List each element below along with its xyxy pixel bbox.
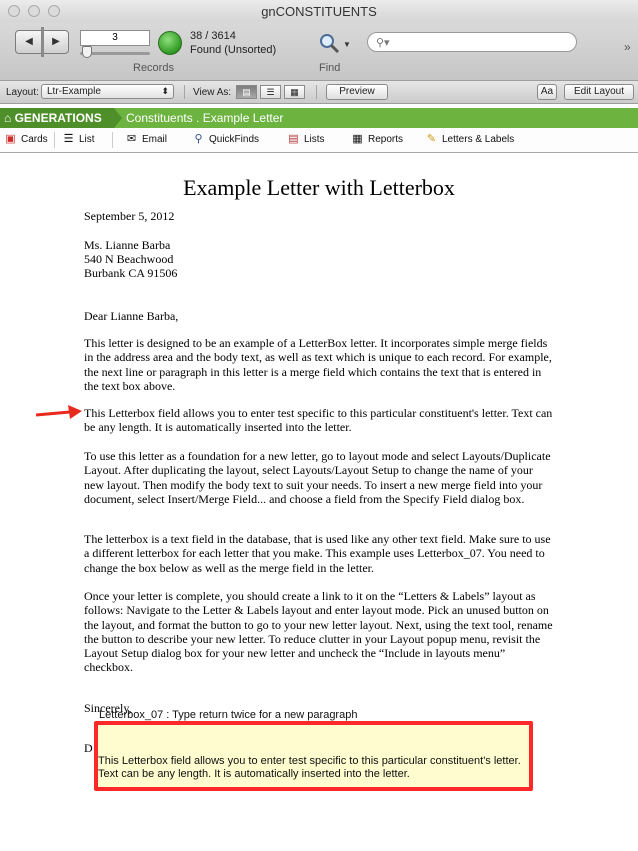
nav-cards[interactable] <box>4 133 48 147</box>
search-icon: ⚲▾ <box>376 37 390 49</box>
cards-icon: ▣ <box>5 133 16 145</box>
layout-label: Layout: <box>6 87 39 98</box>
divider <box>54 132 55 148</box>
paragraph-1: This letter is designed to be an example of a LetterBox letter. It incorporates simple merge fields in the address area and the body text, as well as text which is unique to each record. For example, the next line or paragraph in this letter is a merge field which contains the text that is entered in the text box above. <box>84 336 552 393</box>
paragraph-3: To use this letter as a foundation for a new letter, go to layout mode and select Layouts/Duplicate Layout. After duplicating the layout, select Layouts/Layout Setup to change the name of your new layout. Then modify the body text to suit your needs. To insert a new merge field into your document, select Insert/Merge Field... and choose a field from the Specify Field dialog box. <box>84 449 551 506</box>
list-icon: ☰ <box>63 133 74 145</box>
paragraph-letterbox-merge: This Letterbox field allows you to enter test specific to this particular constituent's letter. Text can be any length. It is automatically inserted into the letter. <box>84 406 553 435</box>
preview-button[interactable]: Preview <box>326 84 388 100</box>
current-record-input[interactable]: 3 <box>80 30 150 46</box>
next-record-button[interactable]: ▶ <box>52 36 60 47</box>
nav-email[interactable] <box>125 133 167 147</box>
nav-quickfinds-label: QuickFinds <box>209 134 260 146</box>
module-nav <box>0 128 638 153</box>
salutation: Dear Lianne Barba, <box>84 309 179 323</box>
address-name: Ms. Lianne Barba <box>84 238 171 252</box>
layout-select-value: Ltr-Example <box>47 86 101 97</box>
letters-icon: ✎ <box>426 133 437 145</box>
found-count: 38 / 3614 <box>190 30 236 42</box>
nav-letters-labels-label: Letters & Labels <box>442 134 515 146</box>
formatting-bar-button[interactable]: Aa <box>537 84 557 100</box>
breadcrumb: Constituents . Example Letter <box>126 111 284 125</box>
nav-letters-labels[interactable] <box>425 133 514 147</box>
layout-select[interactable] <box>41 84 174 99</box>
divider <box>184 85 185 99</box>
home-icon: ⌂ <box>4 111 15 125</box>
nav-lists[interactable] <box>287 133 325 147</box>
find-label: Find <box>319 62 341 74</box>
toolbar-overflow-icon[interactable]: » <box>624 40 631 54</box>
view-as-list-button[interactable]: ☰ <box>260 85 281 99</box>
generations-header <box>0 108 638 128</box>
find-menu-arrow-icon[interactable]: ▼ <box>343 40 351 49</box>
previous-record-button[interactable]: ◀ <box>25 36 33 47</box>
layout-bar <box>0 81 638 104</box>
letter-title: Example Letter with Letterbox <box>183 175 455 200</box>
book-spine-icon <box>41 27 44 57</box>
toolbar <box>0 22 638 81</box>
find-magnifier-icon[interactable] <box>318 32 340 54</box>
nav-reports-label: Reports <box>368 134 404 146</box>
letterbox-field-label: Letterbox_07 : Type return twice for a new paragraph <box>99 709 358 721</box>
address-city: Burbank CA 91506 <box>84 266 178 280</box>
generations-logo[interactable] <box>0 108 114 128</box>
paragraph-5: Once your letter is complete, you should create a link to it on the “Letters & Labels” layout as follows: Navigate to the Letter & Labels layout and enter layout mode. Pick an unused button on the layout, and format the button to go to your new letter layout. Next, using the text tool, rename the button to describe your new letter. To reduce clutter in your Layout popup menu, revisit the Layout Setup dialog box for your new letter and uncheck the “Include in layouts menu” checkbox. <box>84 589 553 675</box>
magnifier-icon: ⚲ <box>194 133 203 145</box>
reports-icon: ▦ <box>352 133 363 145</box>
divider <box>112 132 113 148</box>
letter-date: September 5, 2012 <box>84 209 175 223</box>
view-as-table-button[interactable]: ▦ <box>284 85 305 99</box>
search-field[interactable] <box>367 32 577 52</box>
edit-layout-button[interactable]: Edit Layout <box>564 84 634 100</box>
window-title: gnCONSTITUENTS <box>261 4 377 19</box>
address-street: 540 N Beachwood <box>84 252 174 266</box>
found-status: Found (Unsorted) <box>190 44 277 56</box>
found-set-pie-icon <box>158 31 182 55</box>
nav-lists-label: Lists <box>304 134 325 146</box>
nav-cards-label: Cards <box>21 134 48 146</box>
closing-partial-text: D <box>84 741 93 755</box>
breadcrumb-arrow-icon <box>114 108 122 128</box>
nav-reports[interactable] <box>351 133 403 147</box>
chevron-down-icon: ⬍ <box>161 86 169 96</box>
window-titlebar <box>0 0 638 23</box>
email-icon: ✉ <box>126 133 137 145</box>
nav-quickfinds[interactable] <box>192 133 259 147</box>
view-as-label: View As: <box>193 87 232 98</box>
letterbox-text[interactable]: This Letterbox field allows you to enter test specific to this particular constituent's letter. Text can be any length. It is automatically inserted into the letter. <box>98 755 521 780</box>
lists-icon: ▤ <box>288 133 299 145</box>
divider <box>316 85 317 99</box>
nav-list[interactable] <box>62 133 95 147</box>
nav-list-label: List <box>79 134 95 146</box>
letterbox-field[interactable] <box>94 721 533 791</box>
generations-brand: GENERATIONS <box>14 111 102 125</box>
nav-email-label: Email <box>142 134 168 146</box>
red-arrow-annotation-icon <box>34 404 84 422</box>
view-as-form-button[interactable]: ▤ <box>236 85 257 99</box>
record-book-navigator[interactable] <box>15 30 69 54</box>
letter-document <box>0 152 638 851</box>
records-label: Records <box>133 62 174 74</box>
closing: Sincerely, <box>84 701 132 715</box>
record-slider-knob[interactable] <box>82 46 92 58</box>
paragraph-4: The letterbox is a text field in the database, that is used like any other text field. Make sure to use a different letterbox for each letter that you make. This example uses Letterbox_07. You need to change the box below as well as the merge field in the letter. <box>84 532 551 575</box>
